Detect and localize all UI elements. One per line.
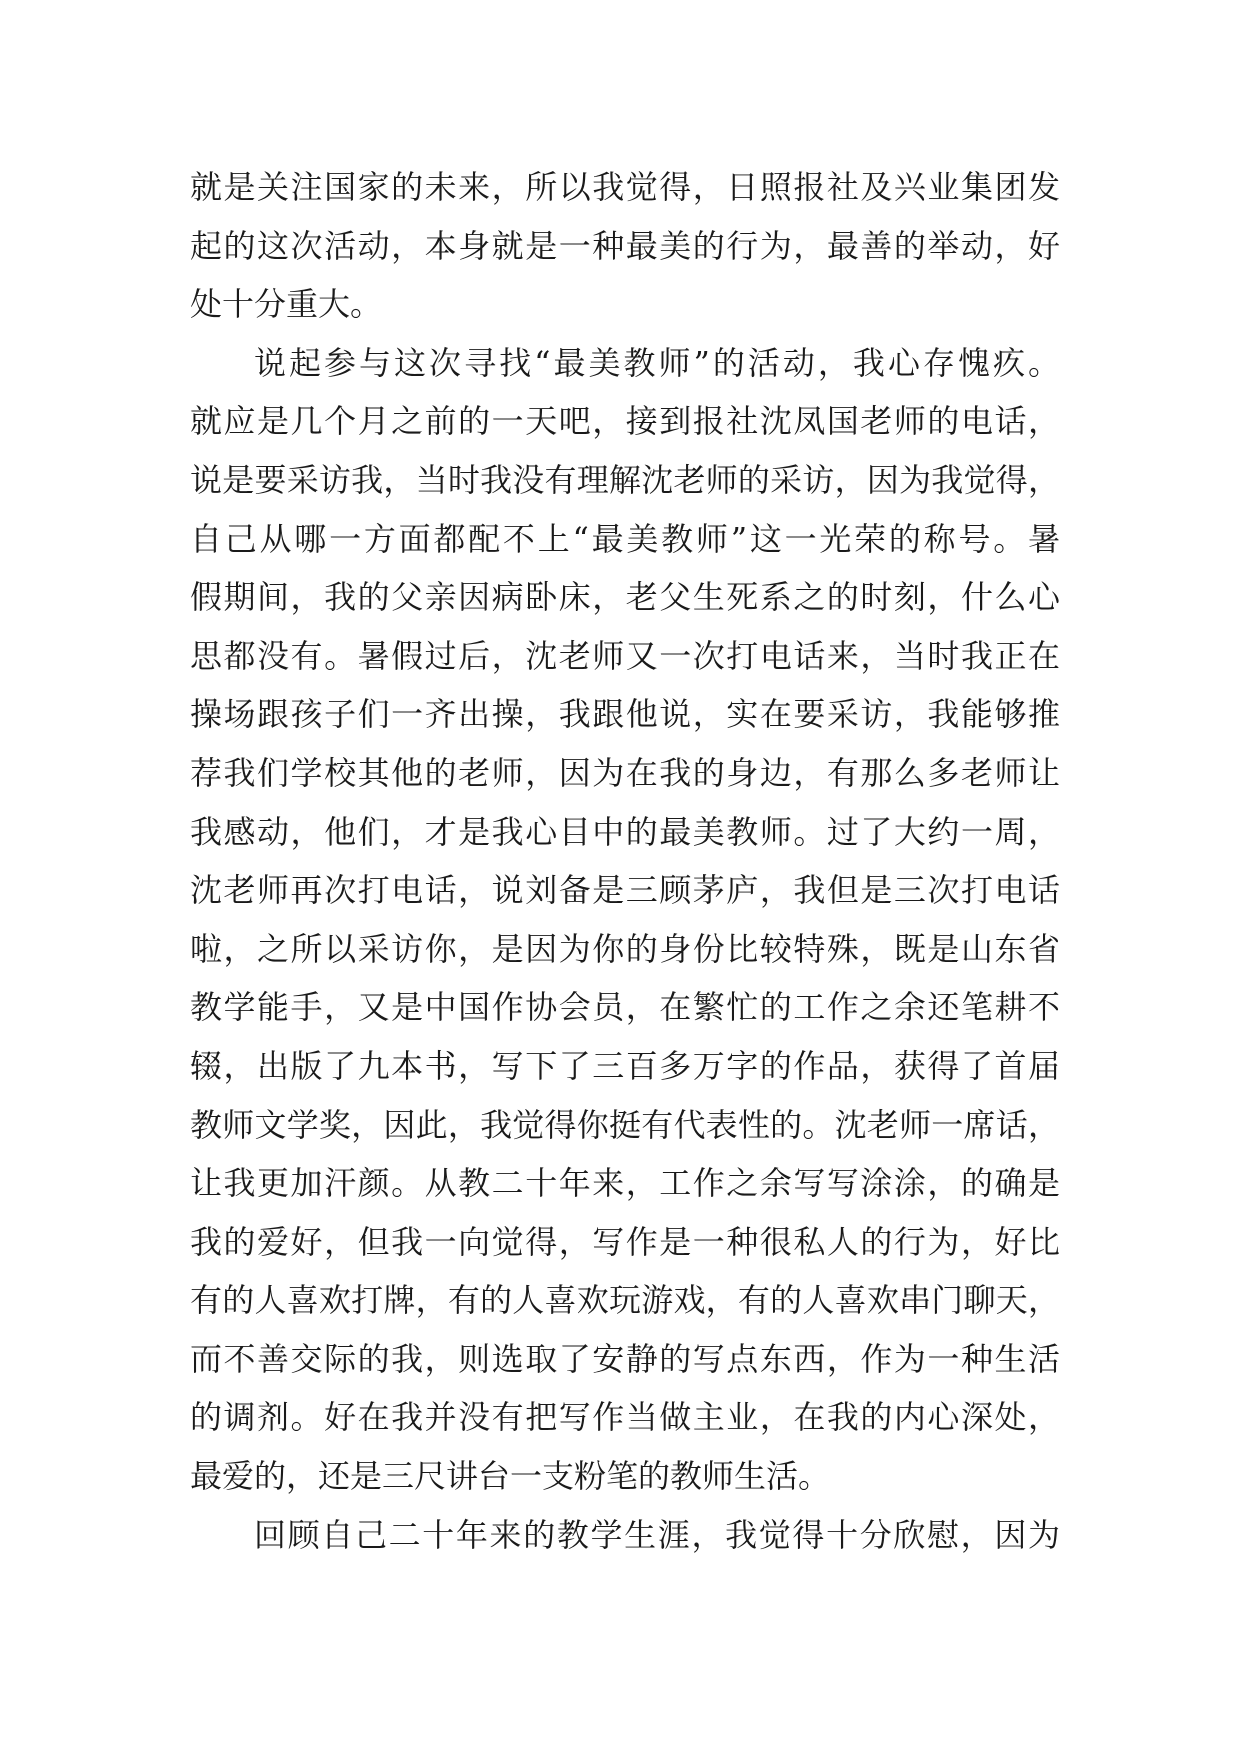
text-line: 有的人喜欢打牌，有的人喜欢玩游戏，有的人喜欢串门聊天， [190, 1281, 1060, 1320]
text-line: 的调剂。好在我并没有把写作当做主业，在我的内心深处， [190, 1398, 1060, 1437]
text-line: 教学能手，又是中国作协会员，在繁忙的工作之余还笔耕不 [190, 988, 1060, 1027]
text-line: 起的这次活动，本身就是一种最美的行为，最善的举动，好 [190, 226, 1060, 265]
text-line: 让我更加汗颜。从教二十年来，工作之余写写涂涂，的确是 [190, 1164, 1060, 1203]
text-line: 我感动，他们，才是我心目中的最美教师。过了大约一周， [190, 812, 1060, 851]
paragraph-first-line: 说起参与这次寻找“最美教师”的活动，我心存愧疚。 [254, 343, 1060, 382]
text-line: 最爱的，还是三尺讲台一支粉笔的教师生活。 [190, 1457, 831, 1496]
text-line: 说是要采访我，当时我没有理解沈老师的采访，因为我觉得， [190, 460, 1060, 499]
text-line: 我的爱好，但我一向觉得，写作是一种很私人的行为，好比 [190, 1222, 1060, 1261]
text-line: 假期间，我的父亲因病卧床，老父生死系之的时刻，什么心 [190, 578, 1060, 617]
text-line: 而不善交际的我，则选取了安静的写点东西，作为一种生活 [190, 1339, 1060, 1378]
text-line: 沈老师再次打电话，说刘备是三顾茅庐，我但是三次打电话 [190, 871, 1060, 910]
text-line: 思都没有。暑假过后，沈老师又一次打电话来，当时我正在 [190, 636, 1060, 675]
text-line: 教师文学奖，因此，我觉得你挺有代表性的。沈老师一席话， [190, 1105, 1060, 1144]
text-line: 啦，之所以采访你，是因为你的身份比较特殊，既是山东省 [190, 929, 1060, 968]
text-line: 操场跟孩子们一齐出操，我跟他说，实在要采访，我能够推 [190, 695, 1060, 734]
text-line: 就是关注国家的未来，所以我觉得，日照报社及兴业集团发 [190, 168, 1060, 206]
text-line: 就应是几个月之前的一天吧，接到报社沈凤国老师的电话， [190, 402, 1060, 441]
paragraph-first-line: 回顾自己二十年来的教学生涯，我觉得十分欣慰，因为 [254, 1515, 1060, 1554]
document-body [190, 158, 1060, 1564]
text-line: 自己从哪一方面都配不上“最美教师”这一光荣的称号。暑 [190, 519, 1060, 558]
text-line: 辍，出版了九本书，写下了三百多万字的作品，获得了首届 [190, 1046, 1060, 1085]
text-line: 处十分重大。 [190, 285, 383, 324]
text-line: 荐我们学校其他的老师，因为在我的身边，有那么多老师让 [190, 753, 1060, 792]
